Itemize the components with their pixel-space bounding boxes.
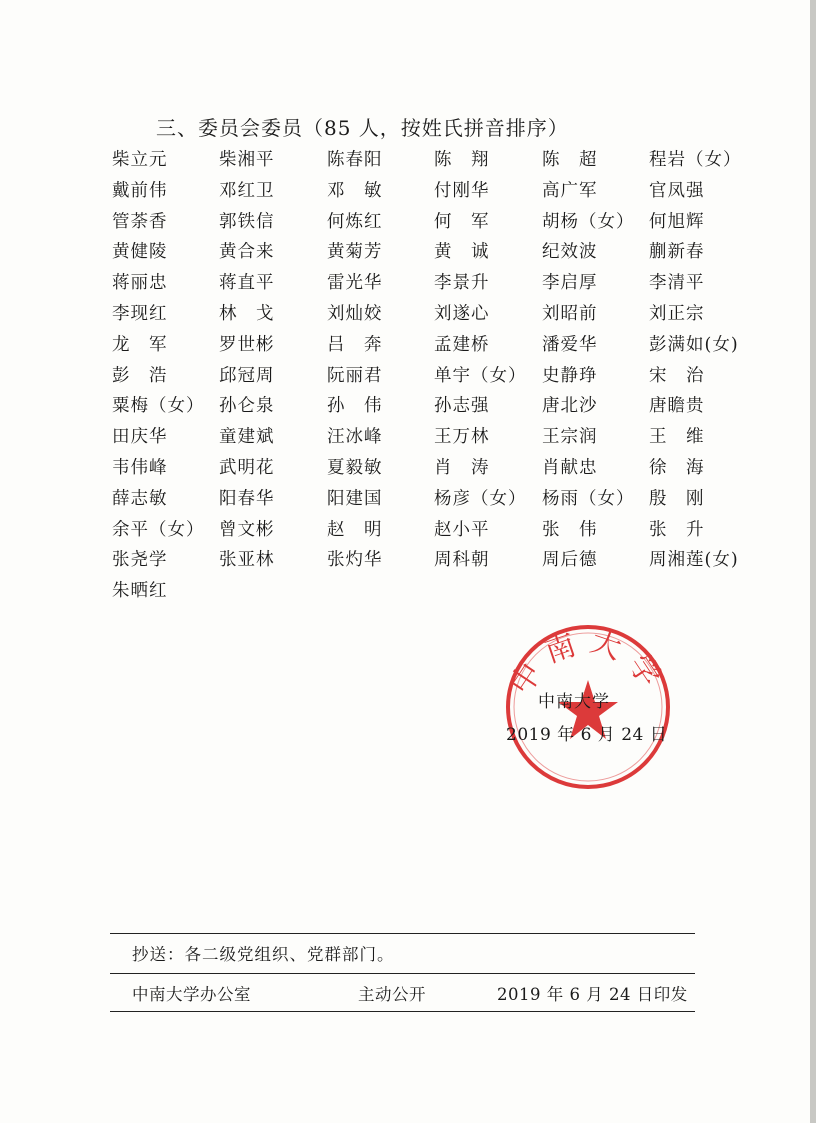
member-name: 王万林 [434,427,490,448]
member-name: 孙仑泉 [219,396,275,417]
member-name: 官凤强 [649,180,705,201]
member-name: 徐 海 [649,457,705,478]
member-row [112,208,772,239]
member-name: 孙 伟 [327,396,383,417]
member-row [112,177,772,208]
member-row [112,238,772,269]
member-name: 高广军 [542,180,598,201]
member-name: 蒋丽忠 [112,273,168,294]
member-name: 周科朝 [434,550,490,571]
cc-recipients: 抄送：各二级党组织、党群部门。 [132,945,395,964]
member-name: 史静琤 [542,365,598,386]
member-name: 何炼红 [327,211,383,232]
member-name: 单宇（女） [434,365,527,386]
member-name: 林 戈 [219,303,275,324]
member-name: 邱冠周 [219,365,275,386]
member-name: 王 维 [649,427,705,448]
member-name: 付刚华 [434,180,490,201]
member-name: 彭满如(女) [649,334,739,355]
member-name: 陈 翔 [434,150,490,170]
member-row [112,454,772,485]
member-name: 阳建国 [327,488,383,509]
member-row [112,331,772,362]
member-name: 王宗润 [542,427,598,448]
member-name: 童建斌 [219,427,275,448]
member-name: 李启厚 [542,273,598,294]
member-name: 肖 涛 [434,457,490,478]
member-name: 肖献忠 [542,457,598,478]
member-name: 武明花 [219,457,275,478]
member-name: 蒯新春 [649,242,705,263]
member-name: 黄 诚 [434,242,490,263]
disclosure-type: 主动公开 [358,985,426,1004]
member-name: 刘正宗 [649,303,705,324]
member-name: 蒋直平 [219,273,275,294]
member-name: 陈 超 [542,150,598,170]
member-name: 张 伟 [542,519,598,540]
member-name: 赵小平 [434,519,490,540]
member-name: 吕 奔 [327,334,383,355]
member-name: 李现红 [112,303,168,324]
member-name: 黄菊芳 [327,242,383,263]
member-name: 胡杨（女） [542,211,635,232]
member-name: 邓 敏 [327,180,383,201]
member-name: 刘灿姣 [327,303,383,324]
member-row [112,146,772,177]
member-name: 曾文彬 [219,519,275,540]
member-name: 朱晒红 [112,581,168,602]
member-name: 潘爱华 [542,334,598,355]
footer-bottom-rule [110,1011,695,1012]
member-name: 韦伟峰 [112,457,168,478]
member-row [112,300,772,331]
member-name: 雷光华 [327,273,383,294]
member-name: 纪效波 [542,242,598,263]
member-name: 黄合来 [219,242,275,263]
member-row [112,362,772,393]
member-name: 薛志敏 [112,488,168,509]
member-row [112,269,772,300]
member-name: 陈春阳 [327,150,383,170]
member-name: 赵 明 [327,519,383,540]
member-name: 孟建桥 [434,334,490,355]
member-name: 刘遂心 [434,303,490,324]
member-name: 粟梅（女） [112,396,205,417]
member-name: 彭 浩 [112,365,168,386]
issue-date: 2019 年 6 月 24 日印发 [497,985,688,1004]
scan-edge [810,0,816,1123]
member-name: 何旭辉 [649,211,705,232]
member-name: 唐瞻贵 [649,396,705,417]
member-row [112,423,772,454]
member-name: 周后德 [542,550,598,571]
member-name: 汪冰峰 [327,427,383,448]
member-name: 夏毅敏 [327,457,383,478]
member-name: 程岩（女） [649,150,742,170]
member-row [112,485,772,516]
member-name: 何 军 [434,211,490,232]
member-name: 阮丽君 [327,365,383,386]
member-name-grid [112,146,772,608]
member-name: 李清平 [649,273,705,294]
footer-middle-rule [110,973,695,974]
signing-date: 2019 年 6 月 24 日 [506,725,668,745]
member-name: 张尧学 [112,550,168,571]
member-name: 刘昭前 [542,303,598,324]
member-name: 张 升 [649,519,705,540]
member-name: 罗世彬 [219,334,275,355]
seal-text: 中南大学 [503,624,673,702]
member-name: 孙志强 [434,396,490,417]
member-row [112,546,772,577]
member-name: 龙 军 [112,334,168,355]
member-name: 唐北沙 [542,396,598,417]
member-name: 张亚林 [219,550,275,571]
member-row [112,392,772,423]
member-name: 田庆华 [112,427,168,448]
member-name: 李景升 [434,273,490,294]
signing-organization: 中南大学 [538,692,610,712]
member-row [112,577,772,608]
member-name: 周湘莲(女) [649,550,739,571]
member-name: 邓红卫 [219,180,275,201]
member-name: 郭铁信 [219,211,275,232]
footer-top-rule [110,933,695,934]
member-name: 杨雨（女） [542,488,635,509]
member-name: 管荼香 [112,211,168,232]
member-row [112,516,772,547]
member-name: 杨彦（女） [434,488,527,509]
member-name: 黄健陵 [112,242,168,263]
member-name: 阳春华 [219,488,275,509]
member-name: 张灼华 [327,550,383,571]
member-name: 宋 治 [649,365,705,386]
member-name: 殷 刚 [649,488,705,509]
member-name: 柴立元 [112,150,168,170]
section-title: 三、委员会委员（85 人，按姓氏拼音排序） [156,116,569,140]
issuing-office: 中南大学办公室 [132,985,251,1004]
member-name: 戴前伟 [112,180,168,201]
member-name: 余平（女） [112,519,205,540]
member-name: 柴湘平 [219,150,275,170]
